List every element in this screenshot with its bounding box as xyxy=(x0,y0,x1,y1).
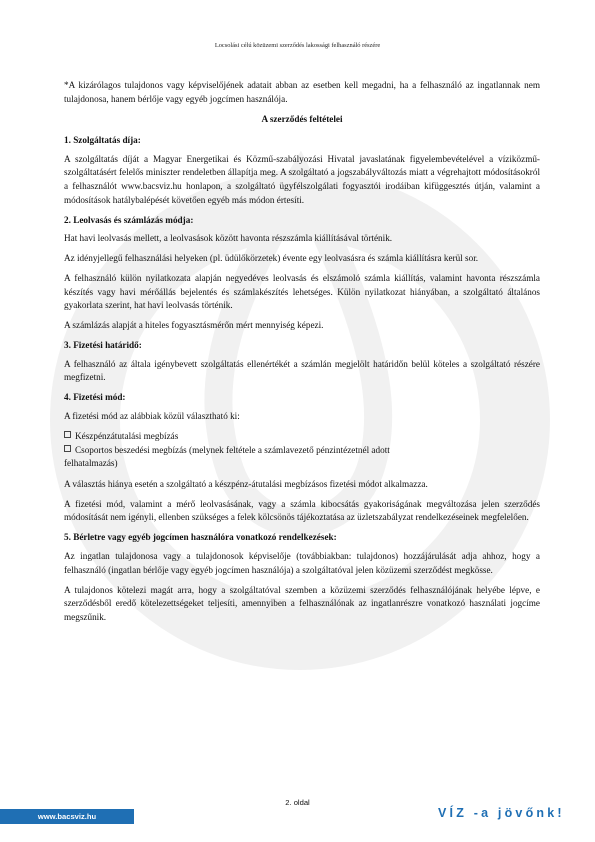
checkbox-icon[interactable] xyxy=(64,445,71,452)
section-paragraph: A felhasználó az általa igénybevett szolgáltatás ellenértékét a számlán megjelölt határidőn belül köteles a szolgáltató részére megfizetni. xyxy=(64,358,540,383)
page-header: Locsolási célú közüzemi szerződés lakossági felhasználó részére xyxy=(214,42,381,49)
section-paragraph: A szolgáltatás díját a Magyar Energetikai és Közmű-szabályozási Hivatal javaslatának figyelembevételével a víziközmű-szolgáltatásért felelős miniszter rendeletben állapítja meg. A szolgáltató a jogszabályváltozás miatt a végrehajtott módosításokról a felhasználót www.bacsviz.hu honlapon, a szolgáltató ügyfélszolgálati fogyasztói irodáiban kifüggesztés útján, valamint a módosítások hatálybalépését követően egyéb más módon értesíti. xyxy=(64,153,540,205)
section-title-deadline: 3. Fizetési határidő: xyxy=(64,340,142,351)
section-paragraph: A számlázás alapját a hiteles fogyasztásmérőn mért mennyiség képezi. xyxy=(64,320,324,331)
payment-option-transfer[interactable] xyxy=(64,430,540,444)
section-paragraph: Az ingatlan tulajdonosa vagy a tulajdonosok képviselője (továbbiakban: tulajdonos) hozzájárulását adja ahhoz, hogy a felhasználó (ingatlan bérlője vagy egyéb jogcímen használója) a szolgáltatóval jelen közüzemi szerződést megkösse. xyxy=(64,550,540,575)
section-title-lease: 5. Bérletre vagy egyéb jogcímen használóra vonatkozó rendelkezések: xyxy=(64,532,337,543)
option-label-continued: felhatalmazás) xyxy=(64,458,118,469)
section-paragraph: A választás hiánya esetén a szolgáltató a készpénz-átutalási megbízásos fizetési módot alkalmazza. xyxy=(64,478,428,489)
section-paragraph: Az idényjellegű felhasználási helyeken (pl. üdülőkörzetek) évente egy leolvasásra és számla kiállításra kerül sor. xyxy=(64,253,479,264)
section-title-reading: 2. Leolvasás és számlázás módja: xyxy=(64,214,194,225)
brand-slogan: VÍZ -a jövőnk! xyxy=(438,806,565,820)
intro-note: *A kizárólagos tulajdonos vagy képviselőjének adatait abban az esetben kell megadni, ha a felhasználó az ingatlannak nem tulajdonosa, hanem bérlője vagy egyéb jogcímen használója. xyxy=(64,80,540,104)
section-paragraph: A felhasználó külön nyilatkozata alapján negyedéves leolvasás és elszámoló számla kiállítás, valamint havonta részszámla készítés vagy havi mérőállás bejelentés és számlakészítés lehetséges. Külön nyilatkozat hiányában, a szolgáltató általános gyakorlata szerint, hat havi leolvasás történik. xyxy=(64,273,540,311)
website-link[interactable]: www.bacsviz.hu xyxy=(0,809,134,824)
section-title-payment-method: 4. Fizetési mód: xyxy=(64,392,126,403)
section-paragraph: A tulajdonos kötelezi magát arra, hogy a szolgáltatóval szemben a közüzemi szerződés felhasználójának helyébe lépve, e szerződésből eredő kötelezettségeket teljesíti, amennyiben a felhasználónak az ingatlanrészre vonatkozó használati jogcíme megszűnik. xyxy=(64,584,540,622)
conditions-title: A szerződés feltételei xyxy=(261,113,343,124)
option-label: Készpénzátutalási megbízás xyxy=(75,431,179,441)
checkbox-icon[interactable] xyxy=(64,431,71,438)
section-paragraph: A fizetési mód az alábbiak közül választható ki: xyxy=(64,411,240,422)
section-title-fee: 1. Szolgáltatás díja: xyxy=(64,135,141,146)
payment-option-direct-debit[interactable] xyxy=(64,444,540,458)
contract-body xyxy=(64,79,540,631)
section-paragraph: Hat havi leolvasás mellett, a leolvasások között havonta részszámla kiállításával történik. xyxy=(64,233,393,244)
section-paragraph: A fizetési mód, valamint a mérő leolvasásának, vagy a számla kibocsátás gyakoriságának megváltozása jelen szerződés módosítását nem igényli, ellenben szükséges a felek kölcsönös tájékoztatása az üzletszabályzat rendelkezéseinek megfelelően. xyxy=(64,498,540,523)
option-label: Csoportos beszedési megbízás (melynek feltétele a számlavezető pénzintézetnél adott xyxy=(75,444,390,455)
page-number: 2. oldal xyxy=(285,798,310,807)
